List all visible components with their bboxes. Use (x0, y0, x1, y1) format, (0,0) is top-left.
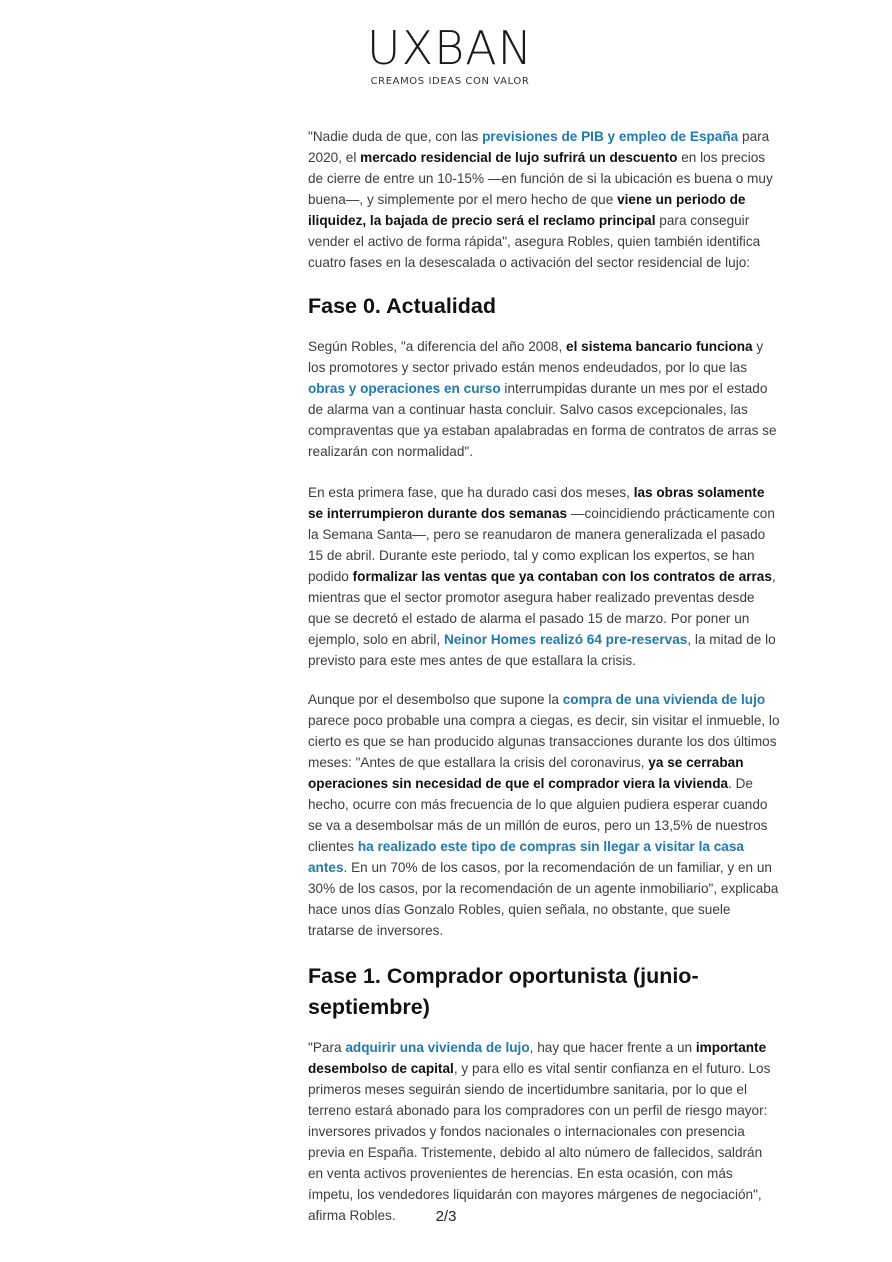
link-obras-operaciones[interactable]: obras y operaciones en curso (308, 381, 501, 396)
logo-tagline: CREAMOS IDEAS CON VALOR (370, 76, 530, 87)
uxban-logo (350, 22, 550, 87)
link-neinor-homes[interactable]: Neinor Homes realizó 64 pre-reservas (444, 632, 688, 647)
link-compra-vivienda-lujo[interactable]: compra de una vivienda de lujo (562, 692, 766, 707)
paragraph-compra-a-ciegas: Aunque por el desembolso que supone la compra de una vivienda de lujo parece poco probable una compra a ciegas, es decir, sin visitar el inmueble, lo cierto es que se han producido algunas transacciones durante los dos últimos meses: "Antes de que estallara la crisis del coronavirus, ya se cerraban operaciones sin necesidad de que el comprador viera la vivienda. De hecho, ocurre con más frecuencia de lo que alguien pudiera esperar cuando se va a desembolsar más de un millón de euros, pero un 13,5% de nuestros clientes ha realizado este tipo de compras sin llegar a visitar la casa antes. En un 70% de los casos, por la recomendación de un familiar, y en un 30% de los casos, por la recomendación de un agente inmobiliario", explicaba hace unos días Gonzalo Robles, quien señala, no obstante, que suele tratarse de inversores. (308, 692, 780, 938)
article-body (308, 126, 780, 1226)
paragraph-fase1-quote: "Para adquirir una vivienda de lujo, hay que hacer frente a un importante desembolso de capital, y para ello es vital sentir confianza en el futuro. Los primeros meses seguirán siendo de incertidumbre sanitaria, por lo que el terreno estará abonado para los compradores con un perfil de riesgo mayor: inversores privados y fondos nacionales o internacionales con presencia previa en España. Tristemente, debido al alto número de fallecidos, saldrán en venta activos provenientes de herencias. En esta ocasión, con más ímpetu, los vendedores liquidarán con mayores márgenes de negociación", afirma Robles. (308, 1040, 771, 1223)
heading-fase-1: Fase 1. Comprador oportunista (junio-septiembre) (308, 964, 699, 1019)
logo-wordmark: UXBAN (366, 21, 534, 75)
paragraph-intro-quote: "Nadie duda de que, con las previsiones de PIB y empleo de España para 2020, el mercado residencial de lujo sufrirá un descuento en los precios de cierre de entre un 10-15% —en función de si la ubicación es buena o muy buena—, y simplemente por el mero hecho de que viene un periodo de iliquidez, la bajada de precio será el reclamo principal para conseguir vender el activo de forma rápida", asegura Robles, quien también identifica cuatro fases en la desescalada o activación del sector residencial de lujo: (308, 129, 773, 270)
paragraph-fase0-quote: Según Robles, "a diferencia del año 2008, el sistema bancario funciona y los promotores y sector privado están menos endeudados, por lo que las obras y operaciones en curso interrumpidas durante un mes por el estado de alarma van a continuar hasta concluir. Salvo casos excepcionales, las compraventas que ya estaban apalabradas en forma de contratos de arras se realizarán con normalidad". (308, 339, 777, 459)
heading-fase-0: Fase 0. Actualidad (308, 294, 496, 318)
link-previsiones-pib[interactable]: previsiones de PIB y empleo de España (482, 129, 739, 144)
link-compras-sin-visitar[interactable]: ha realizado este tipo de compras sin llegar a visitar la casa antes (308, 839, 744, 875)
link-adquirir-vivienda-lujo[interactable]: adquirir una vivienda de lujo (345, 1040, 530, 1055)
page-number: 2/3 (435, 1208, 457, 1225)
paragraph-primera-fase: En esta primera fase, que ha durado casi dos meses, las obras solamente se interrumpieron durante dos semanas —coincidiendo prácticamente con la Semana Santa—, pero se reanudaron de manera generalizada el pasado 15 de abril. Durante este periodo, tal y como explican los expertos, se han podido formalizar las ventas que ya contaban con los contratos de arras, mientras que el sector promotor asegura haber realizado preventas desde que se decretó el estado de alarma el pasado 15 de marzo. Por poner un ejemplo, solo en abril, Neinor Homes realizó 64 pre-reservas, la mitad de lo previsto para este mes antes de que estallara la crisis. (308, 485, 776, 668)
